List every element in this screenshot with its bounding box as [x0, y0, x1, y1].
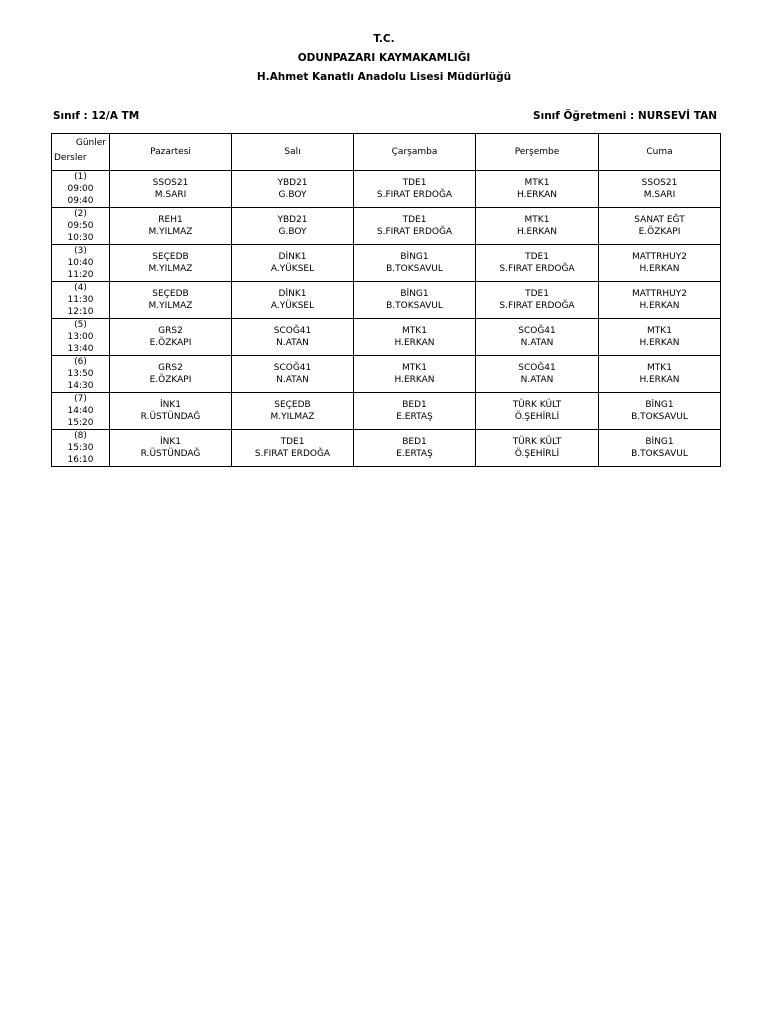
teacher-name: M.YILMAZ: [148, 227, 193, 237]
teacher-name: S.FIRAT ERDOĞA: [376, 227, 453, 237]
period-end-time: 09:40: [67, 196, 94, 206]
period-cell: [52, 282, 110, 319]
period-number: (5): [74, 320, 87, 330]
lesson-cell: [599, 282, 721, 319]
course-code: BİNG1: [400, 252, 429, 262]
course-code: YBD21: [277, 215, 308, 225]
lesson-cell: [110, 356, 232, 393]
course-code: SCOĞ41: [273, 363, 312, 373]
schedule-row: [52, 393, 721, 430]
course-code: TDE1: [525, 252, 549, 262]
lesson-cell: [354, 356, 476, 393]
course-code: BİNG1: [400, 289, 429, 299]
lesson-cell: [232, 282, 354, 319]
lesson-cell: [110, 430, 232, 467]
teacher-name: B.TOKSAVUL: [631, 412, 688, 422]
course-code: BİNG1: [645, 437, 674, 447]
schedule-row: [52, 319, 721, 356]
schedule-row: [52, 356, 721, 393]
schedule-row: [52, 245, 721, 282]
teacher-name: H.ERKAN: [394, 375, 435, 385]
course-code: MTK1: [647, 326, 672, 336]
schedule-header-row: [52, 134, 721, 171]
lesson-cell: [232, 208, 354, 245]
period-cell: [52, 356, 110, 393]
period-number: (3): [74, 246, 87, 256]
period-cell: [52, 208, 110, 245]
lesson-cell: [354, 245, 476, 282]
header-line-school: H.Ahmet Kanatlı Anadolu Lisesi Müdürlüğü: [256, 71, 512, 83]
period-number: (6): [74, 357, 87, 367]
teacher-name: M.SARI: [643, 190, 676, 200]
course-code: MTK1: [647, 363, 672, 373]
teacher-name: H.ERKAN: [516, 227, 558, 237]
class-label: Sınıf : 12/A TM: [53, 110, 140, 122]
course-code: TDE1: [402, 215, 427, 225]
course-code: MATTRHUY2: [632, 289, 687, 299]
period-end-time: 16:10: [67, 455, 94, 465]
teacher-name: M.SARI: [154, 190, 187, 200]
teacher-name: S.FIRAT ERDOĞA: [376, 190, 453, 200]
schedule-row: [52, 171, 721, 208]
course-code: GRS2: [158, 363, 183, 373]
period-start-time: 13:50: [67, 369, 94, 379]
lesson-cell: [476, 208, 599, 245]
lesson-cell: [476, 319, 599, 356]
lesson-cell: [599, 319, 721, 356]
period-number: (2): [74, 209, 87, 219]
lesson-cell: [599, 171, 721, 208]
teacher-name: M.YILMAZ: [148, 301, 193, 311]
header-line-tc: T.C.: [373, 33, 395, 45]
period-start-time: 14:40: [67, 406, 94, 416]
lesson-cell: [232, 393, 354, 430]
course-code: YBD21: [277, 178, 308, 188]
lesson-cell: [476, 430, 599, 467]
teacher-name: H.ERKAN: [639, 301, 680, 311]
teacher-name: E.ÖZKAPI: [149, 338, 192, 348]
course-code: TDE1: [402, 178, 427, 188]
course-code: MATTRHUY2: [632, 252, 687, 262]
teacher-name: R.ÜSTÜNDAĞ: [140, 412, 201, 422]
lesson-cell: [476, 282, 599, 319]
lesson-cell: [476, 245, 599, 282]
period-number: (7): [74, 394, 87, 404]
teacher-name: H.ERKAN: [394, 338, 435, 348]
teacher-name: G.BOY: [278, 190, 307, 200]
period-number: (1): [74, 172, 87, 182]
teacher-name: A.YÜKSEL: [270, 264, 315, 274]
teacher-name: R.ÜSTÜNDAĞ: [140, 449, 201, 459]
course-code: REH1: [158, 215, 183, 225]
lesson-cell: [476, 356, 599, 393]
schedule-row: [52, 282, 721, 319]
lesson-cell: [110, 171, 232, 208]
teacher-name: G.BOY: [278, 227, 307, 237]
schedule-row: [52, 208, 721, 245]
teacher-name: B.TOKSAVUL: [631, 449, 688, 459]
course-code: SCOĞ41: [273, 326, 312, 336]
lesson-cell: [476, 171, 599, 208]
lesson-cell: [232, 430, 354, 467]
header-line-district: ODUNPAZARI KAYMAKAMLIĞI: [297, 52, 471, 64]
period-cell: [52, 171, 110, 208]
class-teacher-label: Sınıf Öğretmeni : NURSEVİ TAN: [533, 110, 717, 122]
course-code: SEÇEDB: [274, 400, 311, 410]
course-code: DİNK1: [278, 289, 307, 299]
teacher-name: H.ERKAN: [639, 264, 680, 274]
day-header-thursday: Perşembe: [476, 134, 599, 171]
lesson-cell: [232, 319, 354, 356]
course-code: TÜRK KÜLT: [512, 400, 562, 410]
document-header: [0, 30, 768, 87]
lesson-cell: [110, 319, 232, 356]
lesson-cell: [110, 208, 232, 245]
period-end-time: 15:20: [67, 418, 94, 428]
corner-cell: [52, 134, 110, 171]
course-code: SSOS21: [152, 178, 189, 188]
period-start-time: 09:00: [67, 184, 94, 194]
course-code: GRS2: [158, 326, 183, 336]
course-code: MTK1: [402, 363, 427, 373]
teacher-name: S.FIRAT ERDOĞA: [499, 264, 575, 274]
course-code: BED1: [402, 400, 427, 410]
teacher-name: A.YÜKSEL: [270, 301, 315, 311]
teacher-name: B.TOKSAVUL: [386, 264, 443, 274]
lesson-cell: [110, 393, 232, 430]
period-start-time: 10:40: [67, 258, 94, 268]
teacher-name: H.ERKAN: [639, 375, 680, 385]
lesson-cell: [354, 171, 476, 208]
course-code: SEÇEDB: [152, 252, 189, 262]
teacher-name: S.FIRAT ERDOĞA: [499, 301, 575, 311]
period-cell: [52, 430, 110, 467]
period-end-time: 14:30: [67, 381, 94, 391]
course-code: TDE1: [280, 437, 305, 447]
period-cell: [52, 319, 110, 356]
lesson-cell: [232, 245, 354, 282]
lesson-cell: [354, 208, 476, 245]
lesson-cell: [599, 356, 721, 393]
period-cell: [52, 393, 110, 430]
teacher-name: N.ATAN: [276, 338, 309, 348]
lesson-cell: [599, 208, 721, 245]
course-code: MTK1: [524, 215, 550, 225]
teacher-name: E.ÖZKAPI: [638, 227, 681, 237]
teacher-name: Ö.ŞEHİRLİ: [514, 449, 560, 459]
teacher-name: E.ÖZKAPI: [149, 375, 192, 385]
day-header-friday: Cuma: [599, 134, 721, 171]
period-number: (4): [74, 283, 87, 293]
period-start-time: 11:30: [67, 295, 94, 305]
schedule-row: [52, 430, 721, 467]
lesson-cell: [354, 430, 476, 467]
period-end-time: 10:30: [67, 233, 94, 243]
course-code: MTK1: [402, 326, 427, 336]
lesson-cell: [354, 393, 476, 430]
teacher-name: B.TOKSAVUL: [386, 301, 443, 311]
lesson-cell: [354, 282, 476, 319]
course-code: MTK1: [524, 178, 550, 188]
lesson-cell: [232, 171, 354, 208]
teacher-name: E.ERTAŞ: [396, 449, 433, 459]
teacher-name: S.FIRAT ERDOĞA: [254, 449, 331, 459]
course-code: İNK1: [159, 400, 181, 410]
course-code: SCOĞ41: [518, 363, 556, 373]
course-code: SEÇEDB: [152, 289, 189, 299]
lesson-cell: [599, 393, 721, 430]
course-code: TÜRK KÜLT: [512, 437, 562, 447]
lesson-cell: [110, 245, 232, 282]
day-header-tuesday: Salı: [232, 134, 354, 171]
teacher-name: H.ERKAN: [516, 190, 558, 200]
period-end-time: 11:20: [67, 270, 94, 280]
corner-days-label: Günler: [75, 138, 106, 148]
course-code: SSOS21: [641, 178, 678, 188]
teacher-name: M.YILMAZ: [148, 264, 193, 274]
lesson-cell: [599, 430, 721, 467]
lesson-cell: [110, 282, 232, 319]
period-start-time: 09:50: [67, 221, 94, 231]
lesson-cell: [599, 245, 721, 282]
teacher-name: E.ERTAŞ: [396, 412, 433, 422]
course-code: TDE1: [525, 289, 549, 299]
teacher-name: H.ERKAN: [639, 338, 680, 348]
schedule-table: [51, 133, 721, 467]
teacher-name: N.ATAN: [520, 375, 554, 385]
teacher-name: M.YILMAZ: [270, 412, 315, 422]
day-header-monday: Pazartesi: [110, 134, 232, 171]
course-code: SCOĞ41: [518, 326, 556, 336]
course-code: İNK1: [159, 437, 181, 447]
course-code: DİNK1: [278, 252, 307, 262]
period-end-time: 13:40: [67, 344, 94, 354]
period-cell: [52, 245, 110, 282]
teacher-name: N.ATAN: [276, 375, 309, 385]
corner-lessons-label: Dersler: [54, 153, 87, 163]
period-number: (8): [74, 431, 87, 441]
lesson-cell: [232, 356, 354, 393]
lesson-cell: [354, 319, 476, 356]
teacher-name: Ö.ŞEHİRLİ: [514, 412, 560, 422]
period-start-time: 13:00: [67, 332, 94, 342]
course-code: BİNG1: [645, 400, 674, 410]
period-start-time: 15:30: [67, 443, 94, 453]
course-code: BED1: [402, 437, 427, 447]
period-end-time: 12:10: [67, 307, 94, 317]
lesson-cell: [476, 393, 599, 430]
teacher-name: N.ATAN: [520, 338, 554, 348]
course-code: SANAT EĞT: [634, 215, 685, 225]
schedule-body: [52, 171, 721, 467]
day-header-wednesday: Çarşamba: [354, 134, 476, 171]
